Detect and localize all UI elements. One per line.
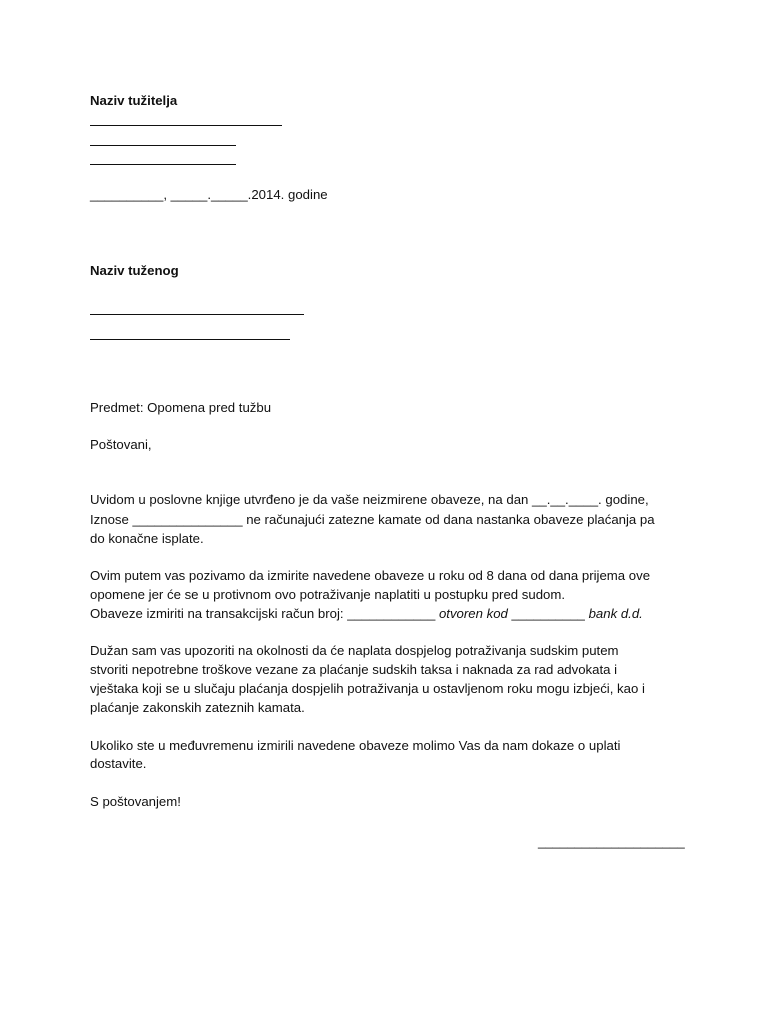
paragraph4-line1: Ukoliko ste u međuvremenu izmirili navedene obaveze molimo Vas da nam dokaze o uplati [90,738,621,753]
paragraph3-line4: plaćanje zakonskih zateznih kamata. [90,700,305,715]
defendant-rule-2 [90,339,290,340]
bank-name-blank: __________ [511,606,585,621]
paragraph3-line1: Dužan sam vas upozoriti na okolnosti da će naplata dospjelog potraživanja sudskim putem [90,643,619,658]
paragraph2-line3 [90,605,643,623]
closing: S poštovanjem! [90,794,181,809]
account-label: Obaveze izmiriti na transakcijski račun broj: [90,606,344,621]
paragraph3-line3: vještaka koji se u slučaju plaćanja dospjelih potraživanja u ostavljenom roku mogu izbjeći, kao i [90,681,645,696]
paragraph3-line2: stvoriti nepotrebne troškove vezane za plaćanje sudskih taksa i naknada za rad advokata i [90,662,618,677]
paragraph2-line1: Ovim putem vas pozivamo da izmirite navedene obaveze u roku od 8 dana od dana prijema ove [90,568,651,583]
paragraph1-amount-blank: _______________ [132,512,243,527]
paragraph1-line2-rest: ne računajući zatezne kamate od dana nastanka obaveze plaćanja pa [246,512,655,527]
bank-label: otvoren kod [438,606,508,621]
bank-suffix: bank d.d. [588,606,643,621]
account-number-blank: ____________ [347,606,436,621]
paragraph1-line1: Uvidom u poslovne knjige utvrđeno je da vaše neizmirene obaveze, na dan __.__.____. godine, [90,492,649,507]
paragraph1-line2 [90,511,655,529]
subject-line: Predmet: Opomena pred tužbu [90,400,272,415]
date-line: __________, _____._____.2014. godine [90,187,328,202]
defendant-heading: Naziv tuženog [90,263,179,278]
paragraph4-line2: dostavite. [90,756,147,771]
paragraph2-line2: opomene jer će se u protivnom ovo potraživanje naplatiti u postupku pred sudom. [90,587,566,602]
plaintiff-rule-3 [90,164,236,165]
plaintiff-rule-2 [90,145,236,146]
defendant-rule-1 [90,314,304,315]
salutation: Poštovani, [90,437,152,452]
paragraph1-line3: do konačne isplate. [90,531,204,546]
signature-line: ____________________ [538,834,685,849]
plaintiff-heading: Naziv tužitelja [90,93,178,108]
paragraph1-amount-label: Iznose [90,512,129,527]
plaintiff-rule-1 [90,125,282,126]
